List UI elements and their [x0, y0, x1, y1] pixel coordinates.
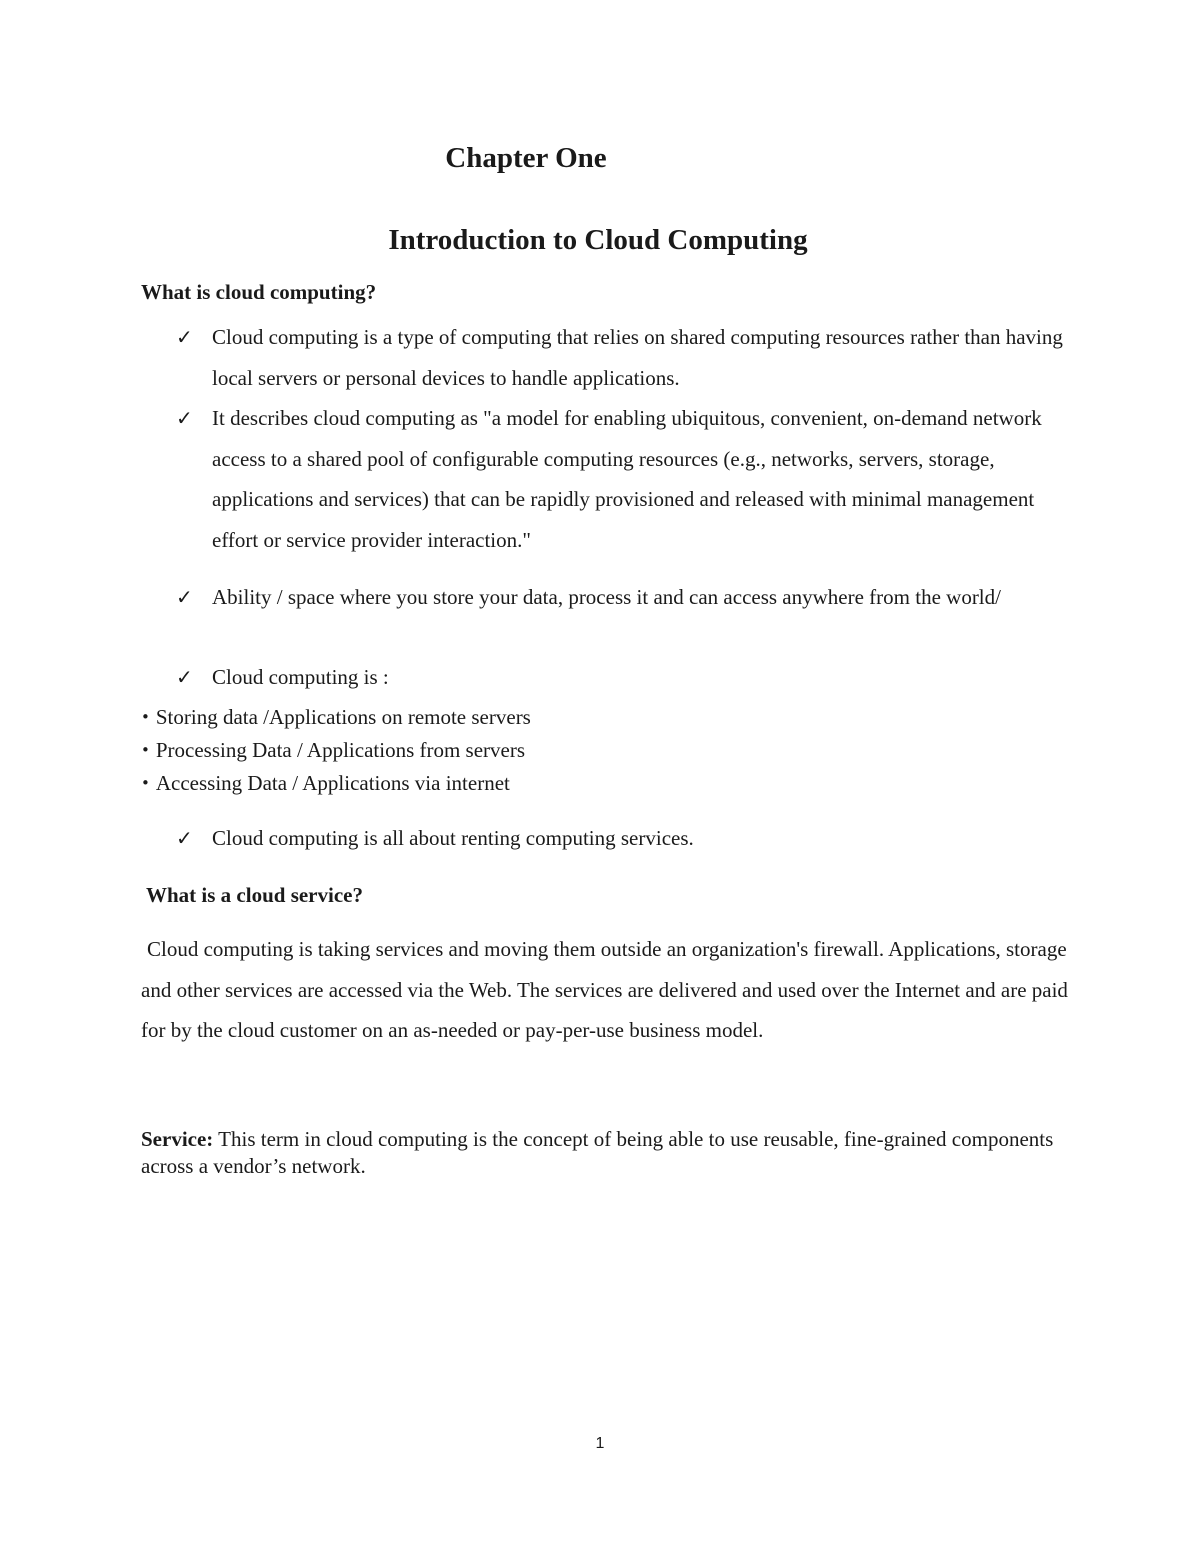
- paragraph-text: Cloud computing is taking services and moving them outside an organization's firewall. Applications, storage and other services are accessed via the Web. The services are delivered and used over the Internet and are paid for by the cloud customer on an as-needed or pay-per-use business model.: [141, 937, 1068, 1043]
- bullet-list-item: [141, 734, 525, 769]
- check-item-text: Cloud computing is all about renting computing services.: [212, 826, 694, 850]
- check-mark-icon: ✓: [176, 665, 193, 689]
- service-label: Service:: [141, 1127, 214, 1151]
- check-mark-icon: ✓: [176, 826, 193, 850]
- main-title: Introduction to Cloud Computing: [388, 224, 808, 256]
- check-list-item: [176, 398, 1076, 561]
- check-list-item: [176, 657, 1076, 698]
- check-item-text: It describes cloud computing as "a model for enabling ubiquitous, convenient, on-demand network access to a shared pool of configurable computing resources (e.g., networks, servers, storage, applications and services) that can be rapidly provisioned and released with minimal management effort or service provider interaction.": [212, 406, 1042, 553]
- check-list-item: [176, 818, 1076, 859]
- service-definition: [141, 1126, 1071, 1180]
- bullet-item-text: Accessing Data / Applications via internet: [155, 771, 510, 795]
- check-list-item: [176, 577, 1076, 618]
- bullet-list-item: [141, 701, 531, 736]
- check-item-text: Cloud computing is :: [212, 665, 389, 689]
- bullet-dot-icon: •: [141, 741, 150, 759]
- bullet-list-item: [141, 767, 510, 802]
- service-definition-text: This term in cloud computing is the concept of being able to use reusable, fine-grained components across a vendor’s network.: [141, 1127, 1054, 1178]
- page-number: 1: [595, 1435, 605, 1452]
- check-list-item: [176, 317, 1076, 398]
- bullet-dot-icon: •: [141, 708, 150, 726]
- bullet-dot-icon: •: [141, 774, 150, 792]
- check-mark-icon: ✓: [176, 585, 193, 609]
- check-item-text: Ability / space where you store your data, process it and can access anywhere from the world/: [212, 585, 1001, 609]
- section-heading-cloud-service: What is a cloud service?: [146, 883, 363, 907]
- cloud-service-paragraph: [141, 929, 1071, 1051]
- section-heading-cloud-computing: What is cloud computing?: [141, 280, 377, 304]
- check-mark-icon: ✓: [176, 325, 193, 349]
- check-item-text: Cloud computing is a type of computing that relies on shared computing resources rather than having local servers or personal devices to handle applications.: [212, 325, 1063, 390]
- check-mark-icon: ✓: [176, 406, 193, 430]
- bullet-item-text: Processing Data / Applications from servers: [155, 738, 526, 762]
- bullet-item-text: Storing data /Applications on remote servers: [155, 705, 531, 729]
- chapter-title: Chapter One: [445, 142, 607, 174]
